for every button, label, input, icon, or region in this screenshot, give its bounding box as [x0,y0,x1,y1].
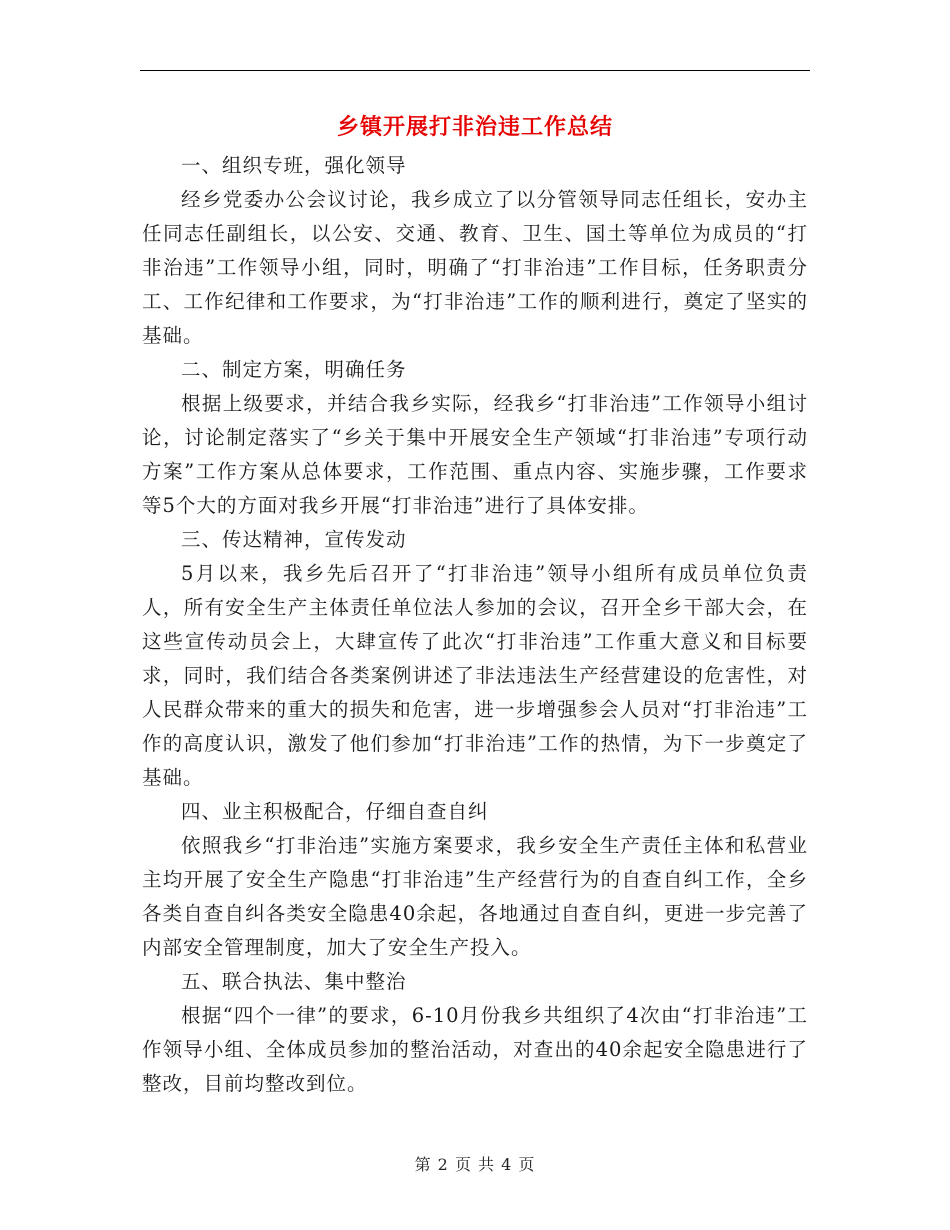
section-heading-2: 二、制定方案，明确任务 [181,358,407,381]
section-heading-5: 五、联合执法、集中整治 [181,970,407,993]
section-heading-1: 一、组织专班，强化领导 [181,154,407,177]
section-paragraph-4: 依照我乡“打非治违”实施方案要求，我乡安全生产责任主体和私营业主均开展了安全生产隐患“打非治违”生产经营行为的自查自纠工作，全乡各类自查自纠各类安全隐患40余起，各地通过自查自纠，更进一步完善了内部安全管理制度，加大了安全生产投入。 [142,834,808,959]
header-rule [140,70,810,71]
section-paragraph-1: 经乡党委办公会议讨论，我乡成立了以分管领导同志任组长，安办主任同志任副组长，以公安、交通、教育、卫生、国土等单位为成员的“打非治违”工作领导小组，同时，明确了“打非治违”工作目标，任务职责分工、工作纪律和工作要求，为“打非治违”工作的顺利进行，奠定了坚实的基础。 [142,188,808,347]
document-title: 乡镇开展打非治违工作总结 [336,114,613,140]
section-paragraph-5: 根据“四个一律”的要求，6-10月份我乡共组织了4次由“打非治违”工作领导小组、全体成员参加的整治活动，对查出的40余起安全隐患进行了整改，目前均整改到位。 [142,1004,808,1095]
section-heading-3: 三、传达精神，宣传发动 [181,528,407,551]
document-body [142,105,808,1101]
section-paragraph-3: 5月以来，我乡先后召开了“打非治违”领导小组所有成员单位负责人，所有安全生产主体责任单位法人参加的会议，召开全乡干部大会，在这些宣传动员会上，大肆宣传了此次“打非治违”工作重大意义和目标要求，同时，我们结合各类案例讲述了非法违法生产经营建设的危害性，对人民群众带来的重大的损失和危害，进一步增强参会人员对“打非治违”工作的高度认识，激发了他们参加“打非治违”工作的热情，为下一步奠定了基础。 [142,562,808,789]
page-number: 第 2 页 共 4 页 [414,1155,536,1174]
section-heading-4: 四、业主积极配合，仔细自查自纠 [181,800,489,823]
section-paragraph-2: 根据上级要求，并结合我乡实际，经我乡“打非治违”工作领导小组讨论，讨论制定落实了“乡关于集中开展安全生产领域“打非治违”专项行动方案”工作方案从总体要求，工作范围、重点内容、实施步骤，工作要求等5个大的方面对我乡开展“打非治违”进行了具体安排。 [142,392,808,517]
